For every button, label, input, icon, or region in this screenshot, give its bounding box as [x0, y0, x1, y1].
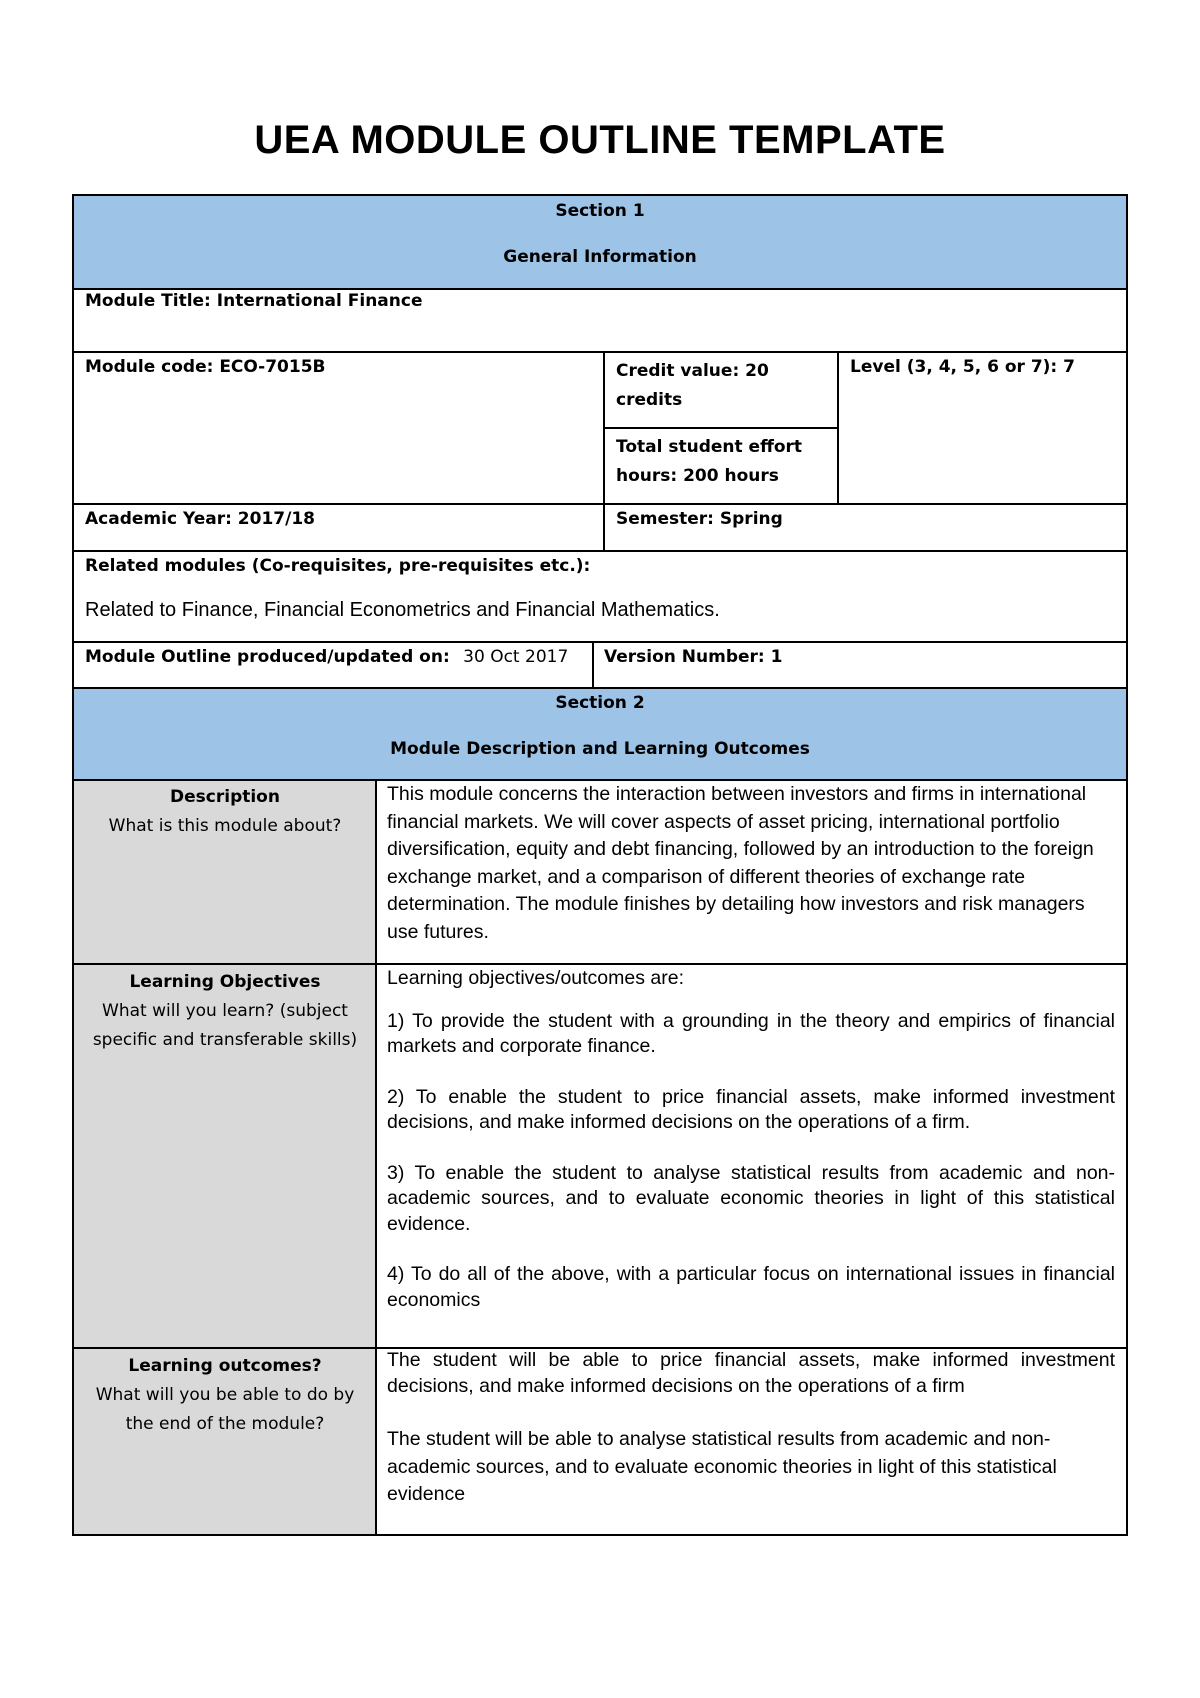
table-border: [603, 351, 605, 550]
objective-item-3: 3) To enable the student to analyse statistical results from academic and non-academic sources, and to evaluate economic theories in light of this statistical evidence.: [387, 1161, 1115, 1235]
table-border: [72, 288, 1128, 290]
objectives-intro: Learning objectives/outcomes are:: [387, 967, 685, 989]
objectives-label: [80, 968, 370, 1055]
academic-year: Academic Year: 2017/18: [85, 509, 315, 529]
description-text: This module concerns the interaction between investors and firms in international financial markets. We will cover aspects of asset pricing, international portfolio diversification, equity and debt financing, followed by an introduction to the foreign exchange market, and a comparison of different theories of exchange rate determination. The module finishes by detailing how investors and risk managers use futures.: [387, 783, 1094, 943]
semester: Semester: Spring: [616, 509, 783, 529]
description-title: Description: [170, 787, 280, 807]
table-border: [592, 641, 594, 687]
table-border: [72, 1347, 1128, 1349]
table-border: [72, 351, 1128, 353]
module-title: Module Title: International Finance: [85, 291, 423, 311]
section1-heading: General Information: [503, 247, 697, 267]
section2-label: Section 2: [555, 693, 645, 713]
credit-value: Credit value: 20 credits: [616, 361, 769, 410]
related-modules-label: Related modules (Co-requisites, pre-requisites etc.):: [85, 556, 591, 576]
section1-header: [73, 195, 1127, 289]
section1-label: Section 1: [555, 201, 645, 221]
outcome-item-1: The student will be able to price financial assets, make informed investment decisions, and make informed decisions on the operations of a firm: [387, 1349, 1115, 1397]
objective-item-1: 1) To provide the student with a grounding in the theory and empirics of financial markets and corporate finance.: [387, 1009, 1115, 1057]
module-code: Module code: ECO-7015B: [85, 357, 326, 377]
section2-header: [73, 688, 1127, 779]
outcomes-title: Learning outcomes?: [128, 1356, 322, 1376]
table-border: [72, 779, 1128, 781]
outline-updated-date: 30 Oct 2017: [463, 647, 569, 667]
table-border: [72, 1534, 1128, 1536]
related-modules-value: Related to Finance, Financial Econometrics and Financial Mathematics.: [85, 599, 720, 621]
section2-heading: Module Description and Learning Outcomes: [390, 739, 810, 759]
objective-item-4: 4) To do all of the above, with a particular focus on international issues in financial economics: [387, 1263, 1115, 1311]
objectives-content: [387, 966, 1115, 1313]
table-border: [72, 503, 1128, 505]
table-border: [837, 351, 839, 503]
outcomes-subtitle: What will you be able to do by the end of the module?: [95, 1385, 355, 1434]
objectives-subtitle: What will you learn? (subject specific and transferable skills): [92, 1001, 358, 1050]
table-border: [603, 427, 839, 429]
outcomes-label: [80, 1352, 370, 1439]
table-border: [72, 641, 1128, 643]
description-label: [80, 783, 370, 841]
table-border: [72, 687, 1128, 689]
table-border: [72, 194, 74, 1536]
table-border: [72, 550, 1128, 552]
page-title: UEA MODULE OUTLINE TEMPLATE: [254, 118, 946, 162]
objectives-title: Learning Objectives: [129, 972, 321, 992]
outcome-item-2: The student will be able to analyse statistical results from academic and non-academic sources, and to evaluate economic theories in light of this statistical evidence: [387, 1428, 1057, 1505]
outcomes-content: [387, 1348, 1115, 1509]
table-border: [375, 779, 377, 1536]
table-border: [72, 963, 1128, 965]
description-subtitle: What is this module about?: [108, 816, 342, 836]
table-border: [1126, 194, 1128, 1536]
level: Level (3, 4, 5, 6 or 7): 7: [850, 357, 1075, 377]
table-border: [72, 194, 1128, 196]
outline-updated: [85, 647, 605, 667]
version-number: Version Number: 1: [604, 647, 783, 667]
outline-updated-label: Module Outline produced/updated on:: [85, 647, 450, 667]
total-effort: Total student effort hours: 200 hours: [616, 437, 803, 486]
objective-item-2: 2) To enable the student to price financial assets, make informed investment decisions, and make informed decisions on the operations of a firm.: [387, 1085, 1115, 1133]
